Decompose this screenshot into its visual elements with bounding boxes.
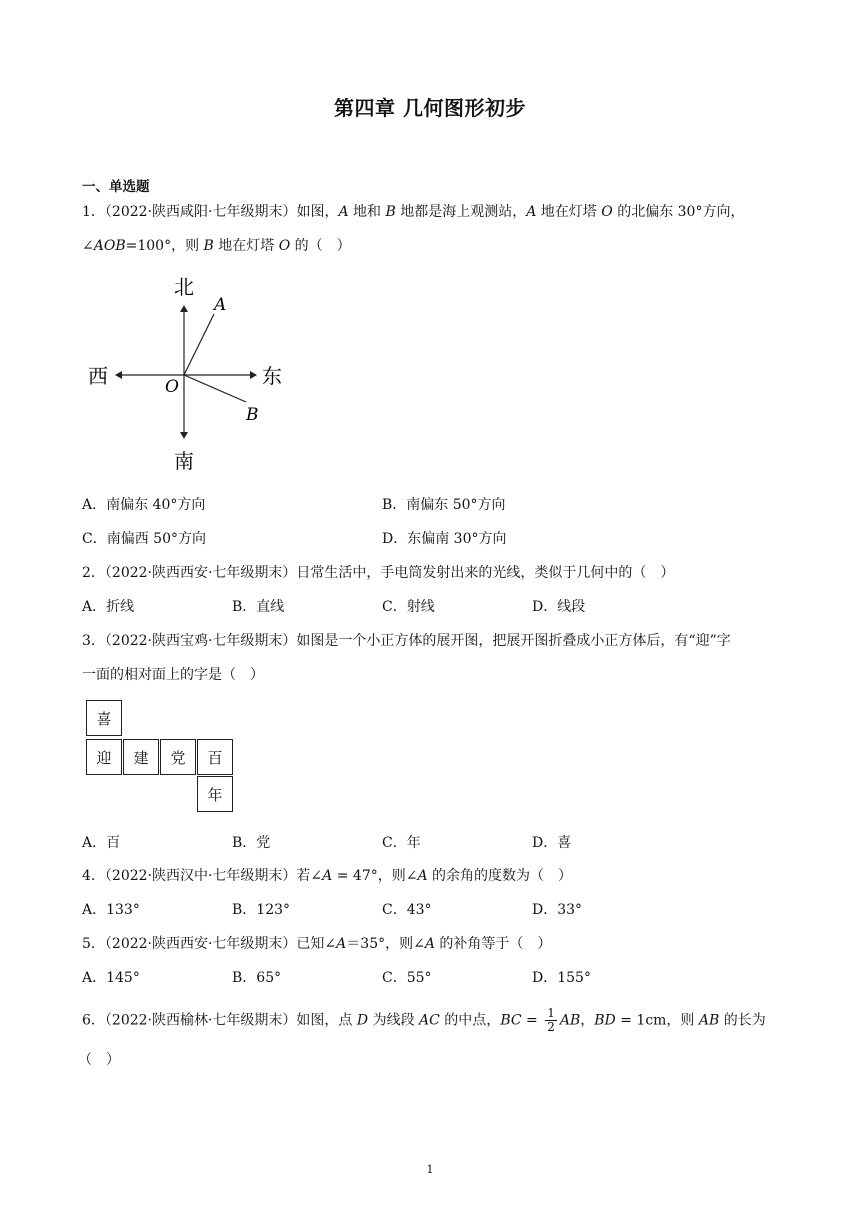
q2-option-c: C．射线 xyxy=(382,599,435,615)
q1-option-a: A．南偏东 40°方向 xyxy=(82,497,206,513)
question-1-line-2: ∠AOB=100°，则 B 地在灯塔 O 的（ ） xyxy=(82,238,351,254)
q2-option-a: A．折线 xyxy=(82,599,135,615)
fraction-one-half: $\frac{1}{2}$ xyxy=(547,1006,555,1034)
net-cell-4: 百 xyxy=(197,739,233,775)
q3-option-d: D．喜 xyxy=(532,835,572,851)
question-1-line-1: 1．（2022·陕西咸阳·七年级期末）如图，A 地和 B 地都是海上观测站，A 地在灯塔 O 的北偏东 30°方向， xyxy=(82,204,745,220)
q5-option-d: D．155° xyxy=(532,970,591,986)
question-3-line-1: 3．（2022·陕西宝鸡·七年级期末）如图是一个小正方体的展开图，把展开图折叠成小正方体后，有“迎”字 xyxy=(82,633,731,649)
north-label: 北 xyxy=(174,276,194,299)
q4-option-c: C．43° xyxy=(382,902,432,918)
chapter-title: 第四章 几何图形初步 xyxy=(334,96,526,120)
question-5-text: 5．（2022·陕西西安·七年级期末）已知∠A＝35°，则∠A 的补角等于（ ） xyxy=(82,936,552,952)
q1-option-d: D．东偏南 30°方向 xyxy=(382,531,507,547)
question-3-line-2: 一面的相对面上的字是（ ） xyxy=(82,667,264,683)
q4-option-a: A．133° xyxy=(82,902,140,918)
q2-option-d: D．线段 xyxy=(532,599,586,615)
q4-option-d: D．33° xyxy=(532,902,583,918)
east-label: 东 xyxy=(262,364,282,388)
question-6-line-2: （ ） xyxy=(78,1052,120,1068)
q4-option-b: B．123° xyxy=(232,902,291,918)
net-cell-bottom: 年 xyxy=(197,776,233,812)
net-cell-2: 建 xyxy=(123,739,159,775)
ray-ob xyxy=(184,375,246,402)
west-label: 西 xyxy=(88,364,108,388)
q2-option-b: B．直线 xyxy=(232,599,285,615)
q5-option-b: B．65° xyxy=(232,970,282,986)
net-cell-top: 喜 xyxy=(86,700,122,736)
q1-option-b: B．南偏东 50°方向 xyxy=(382,497,506,513)
question-2-text: 2．（2022·陕西西安·七年级期末）日常生活中，手电筒发射出来的光线，类似于几何中的（ ） xyxy=(82,565,675,581)
origin-label: O xyxy=(165,377,179,397)
page-number: 1 xyxy=(426,1163,434,1176)
question-4-text: 4．（2022·陕西汉中·七年级期末）若∠A = 47°，则∠A 的余角的度数为（ ） xyxy=(82,868,573,884)
net-cell-1: 迎 xyxy=(86,739,122,775)
ray-oa xyxy=(184,314,214,375)
q3-option-a: A．百 xyxy=(82,835,121,851)
south-label: 南 xyxy=(174,449,194,473)
compass-figure xyxy=(86,276,306,476)
q3-option-b: B．党 xyxy=(232,835,271,851)
net-cell-3: 党 xyxy=(160,739,196,775)
section-heading: 一、单选题 xyxy=(82,179,150,195)
q3-option-c: C．年 xyxy=(382,835,421,851)
q5-option-c: C．55° xyxy=(382,970,432,986)
q5-option-a: A．145° xyxy=(82,970,140,986)
point-a-label: A xyxy=(214,295,227,315)
q1-option-c: C．南偏西 50°方向 xyxy=(82,531,206,547)
question-6-line-1: 6．（2022·陕西榆林·七年级期末）如图，点 D 为线段 AC 的中点，BC = $\frac{1}{2}$ AB，BD = 1cm，则 AB 的长为 xyxy=(82,1006,766,1034)
point-b-label: B xyxy=(246,405,259,425)
